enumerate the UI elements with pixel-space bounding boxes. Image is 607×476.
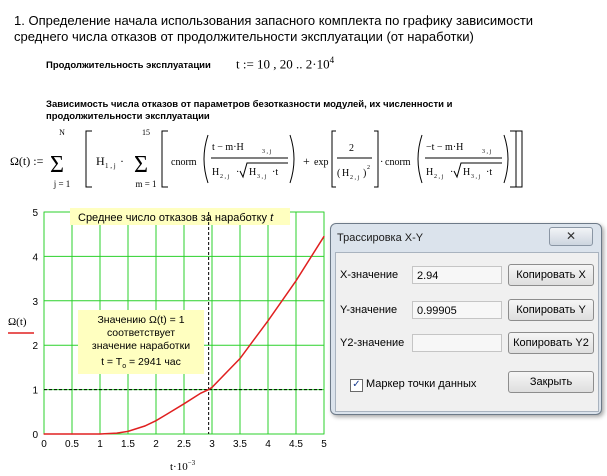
exp-function: exp bbox=[314, 157, 329, 168]
exp-den-paren-open: ( bbox=[337, 168, 341, 179]
trace-dialog[interactable] bbox=[330, 223, 602, 415]
exp-bracket-right bbox=[374, 131, 378, 187]
marker-checkbox-label: Маркер точки данных bbox=[366, 378, 477, 390]
den-1-dot: · bbox=[236, 167, 240, 178]
data-point bbox=[239, 358, 240, 359]
x-tick-label: 1 bbox=[97, 439, 103, 450]
den-2-dot: · bbox=[450, 167, 454, 178]
y-tick-label: 4 bbox=[32, 252, 38, 264]
chart-title bbox=[78, 212, 274, 224]
exp-den-paren-close: ) bbox=[363, 168, 367, 179]
data-point bbox=[200, 393, 201, 394]
dot-1: · bbox=[120, 154, 124, 168]
cnorm-1: cnorm bbox=[171, 157, 197, 168]
x-tick-label: 1.5 bbox=[121, 439, 135, 450]
omega-formula bbox=[6, 125, 526, 197]
data-point bbox=[155, 420, 156, 421]
data-point bbox=[267, 320, 268, 321]
x-value-label: X-значение bbox=[340, 269, 399, 281]
numerator-1: t − m·H bbox=[212, 142, 244, 153]
data-point bbox=[295, 280, 296, 281]
y-value-field[interactable]: 0.99905 bbox=[412, 301, 502, 319]
y2-value-label: Y2-значение bbox=[340, 337, 405, 349]
data-point bbox=[99, 433, 100, 434]
annotation-line-4-a: t = T bbox=[101, 356, 123, 368]
x-tick-label: 2 bbox=[153, 439, 159, 450]
y-tick-label: 5 bbox=[32, 208, 38, 219]
data-point bbox=[127, 431, 128, 432]
x-axis-label-text: t·10 bbox=[170, 461, 188, 473]
data-point bbox=[71, 433, 72, 434]
x-tick-label: 2.5 bbox=[177, 439, 191, 450]
outer-bracket-left bbox=[86, 131, 92, 187]
trace-dialog-body bbox=[335, 252, 599, 412]
den-1-h3: H bbox=[249, 167, 257, 178]
data-point bbox=[208, 389, 209, 390]
inner-bracket-right bbox=[510, 131, 516, 187]
copy-y-button[interactable]: Копировать Y bbox=[508, 299, 594, 321]
y-tick-label: 1 bbox=[32, 385, 38, 397]
numerator-2: −t − m·H bbox=[426, 142, 464, 153]
den-2-t: ·t bbox=[486, 167, 493, 178]
trace-dialog-title: Трассировка X-Y bbox=[337, 232, 424, 244]
data-point bbox=[116, 433, 117, 434]
y-tick-label: 0 bbox=[32, 430, 38, 441]
annotation-line-4 bbox=[101, 356, 181, 370]
data-point bbox=[43, 433, 44, 434]
data-point bbox=[183, 403, 184, 404]
y-value-label: Y-значение bbox=[340, 304, 398, 316]
den-1-h2-sub: 2 , j bbox=[220, 174, 230, 180]
data-point bbox=[144, 425, 145, 426]
plus-sign: + bbox=[303, 154, 310, 168]
copy-y2-button[interactable]: Копировать Y2 bbox=[508, 332, 594, 354]
den-2-h2-sub: 2 , j bbox=[434, 174, 444, 180]
sum2-top: 15 bbox=[142, 128, 150, 137]
data-point bbox=[323, 236, 324, 237]
sum2-sigma: Σ bbox=[134, 152, 148, 178]
annotation-line-1: Значению Ω(t) = 1 bbox=[97, 314, 185, 326]
paren-1-left bbox=[204, 135, 208, 183]
failures-chart[interactable] bbox=[0, 198, 330, 476]
outer-bracket-right bbox=[516, 131, 522, 187]
sum2-bottom: m = 1 bbox=[135, 179, 157, 189]
exp-den-h2: H bbox=[342, 168, 350, 179]
x-tick-label: 3 bbox=[209, 439, 215, 450]
chart-title-text: Среднее число отказов за наработку bbox=[78, 212, 268, 224]
x-tick-label: 4 bbox=[265, 439, 271, 450]
exp-bracket-left bbox=[332, 131, 336, 187]
close-button[interactable]: Закрыть bbox=[508, 371, 594, 393]
den-2-h2: H bbox=[426, 167, 434, 178]
den-1-h3-sub: 3 , j bbox=[257, 174, 267, 180]
section-heading: 1. Определение начала использования запасного комплекта по графику зависимости среднего числа отказов от продолжительности эксплуатации (от наработки) bbox=[14, 13, 534, 44]
x-tick-label: 3.5 bbox=[233, 439, 247, 450]
exp-numerator: 2 bbox=[349, 143, 354, 154]
duration-expression bbox=[236, 55, 334, 72]
den-1-h2: H bbox=[212, 167, 220, 178]
sum1-sigma: Σ bbox=[50, 152, 64, 178]
dependency-label: Зависимость числа отказов от параметров безотказности модулей, их численности и продолжительности эксплуатации bbox=[46, 99, 453, 122]
x-axis-label bbox=[170, 459, 196, 473]
x-tick-label: 5 bbox=[321, 439, 327, 450]
numerator-1-sub: 3 , j bbox=[262, 149, 272, 155]
chart-title-var: t bbox=[270, 212, 274, 224]
x-axis-label-exp: −3 bbox=[187, 459, 196, 467]
numerator-2-sub: 3 , j bbox=[482, 149, 492, 155]
annotation-line-4-b: = 2941 час bbox=[126, 356, 181, 368]
paren-2-left bbox=[418, 135, 422, 183]
x-tick-label: 4.5 bbox=[289, 439, 303, 450]
paren-1-right bbox=[290, 135, 294, 183]
sum1-bottom: j = 1 bbox=[53, 179, 71, 189]
copy-x-button[interactable]: Копировать X bbox=[508, 264, 594, 286]
formula-lhs: Ω(t) := bbox=[10, 154, 44, 168]
data-point bbox=[211, 387, 212, 388]
annotation-line-4-sub: o bbox=[122, 363, 127, 370]
exp-den-power: 2 bbox=[367, 165, 370, 171]
marker-checkbox[interactable]: ✓ bbox=[350, 379, 363, 392]
exp-den-h2-sub: 2 , j bbox=[350, 175, 360, 181]
cnorm-2: cnorm bbox=[385, 157, 411, 168]
den-1-t: ·t bbox=[272, 167, 279, 178]
close-icon[interactable]: ✕ bbox=[549, 227, 593, 246]
x-tick-label: 0 bbox=[41, 439, 47, 450]
den-2-h3: H bbox=[463, 167, 471, 178]
sum1-top: N bbox=[59, 128, 65, 137]
y-tick-label: 2 bbox=[32, 341, 38, 353]
annotation-line-3: значение наработки bbox=[91, 340, 191, 352]
annotation-line-2: соответствует bbox=[106, 327, 176, 339]
y-axis-label: Ω(t) bbox=[8, 316, 27, 328]
duration-expression-main: t := 10 , 20 .. 2·10 bbox=[236, 56, 330, 72]
x-tick-label: 0.5 bbox=[65, 439, 79, 450]
y-tick-label: 3 bbox=[32, 296, 38, 308]
h1: H bbox=[96, 154, 105, 168]
den-2-h3-sub: 3 , j bbox=[471, 174, 481, 180]
dot-2: · bbox=[380, 157, 384, 168]
x-value-field[interactable]: 2.94 bbox=[412, 266, 502, 284]
y2-value-field[interactable] bbox=[412, 334, 502, 352]
data-point bbox=[167, 413, 168, 414]
duration-expression-exponent: 4 bbox=[329, 55, 335, 65]
duration-label: Продолжительность эксплуатации bbox=[46, 60, 211, 71]
paren-2-right bbox=[504, 135, 508, 183]
h1-sub: 1 , j bbox=[105, 162, 116, 170]
inner-bracket-left bbox=[162, 131, 168, 187]
